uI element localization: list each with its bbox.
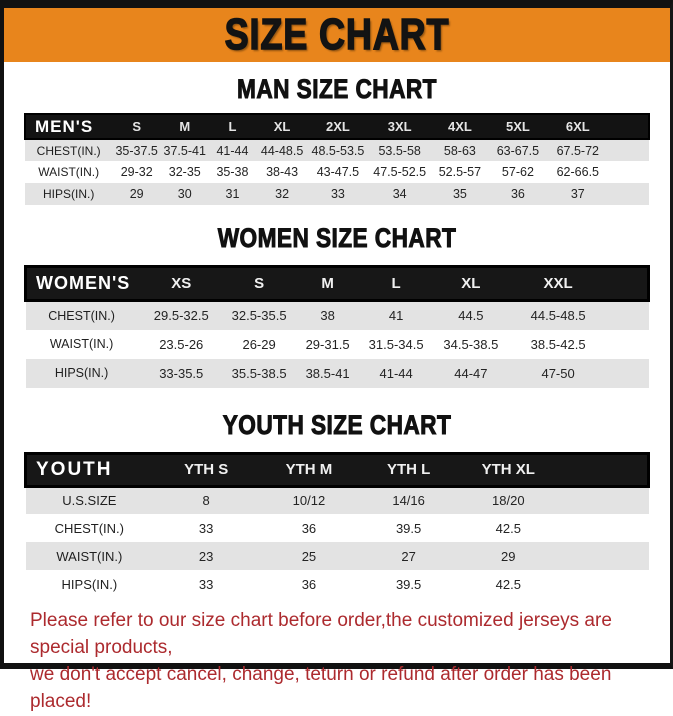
row-label: HIPS(IN.) <box>43 187 95 201</box>
order-policy-note <box>30 608 670 716</box>
table-row <box>25 183 649 205</box>
youth-size-table <box>24 452 650 599</box>
table-row <box>25 139 649 161</box>
size-value: 8 <box>202 493 210 509</box>
spacer-cell <box>558 453 648 486</box>
size-value: 35 <box>452 187 467 201</box>
size-value: 14/16 <box>392 493 425 509</box>
size-column-header: 2XL <box>325 119 350 134</box>
size-value: 34 <box>392 187 407 201</box>
row-label: WAIST(IN.) <box>56 548 123 564</box>
spacer-cell <box>558 542 648 570</box>
spacer-cell <box>608 114 649 139</box>
size-value: 47-50 <box>541 365 575 381</box>
size-value: 32 <box>275 187 290 201</box>
size-column-header: M <box>321 275 334 292</box>
size-column-header: YTH XL <box>481 461 535 478</box>
table-title-cell: YOUTH <box>36 458 113 480</box>
spacer-cell <box>608 161 649 183</box>
size-value: 43-47.5 <box>316 165 360 179</box>
order-policy-line-1: Please refer to our size chart before order,the customized jerseys are special products, <box>30 610 612 658</box>
spacer-cell <box>605 267 649 301</box>
size-column-header: 3XL <box>387 119 412 134</box>
table-header-row <box>26 267 649 301</box>
size-value: 53.5-58 <box>378 143 421 158</box>
page-title: SIZE CHART <box>224 10 450 59</box>
size-value: 10/12 <box>292 493 326 509</box>
size-value: 58-63 <box>443 143 476 158</box>
size-value: 31.5-34.5 <box>368 336 424 352</box>
size-value: 57-62 <box>501 165 534 179</box>
table-header-row <box>25 114 649 139</box>
table-row <box>26 570 649 598</box>
row-label: CHEST(IN.) <box>36 143 101 158</box>
spacer-cell <box>605 301 649 330</box>
size-value: 37 <box>570 187 585 201</box>
size-column-header: YTH L <box>386 461 431 478</box>
row-label: WAIST(IN.) <box>38 165 100 179</box>
size-value: 36 <box>301 520 317 536</box>
size-value: 32-35 <box>168 165 201 179</box>
table-title-cell: WOMEN'S <box>36 273 131 293</box>
size-value: 39.5 <box>395 520 422 536</box>
size-column-header: S <box>132 119 142 134</box>
size-value: 30 <box>177 187 192 201</box>
women-section-heading <box>4 223 670 254</box>
size-value: 41 <box>388 308 404 324</box>
size-value: 33 <box>198 520 214 536</box>
size-value: 23.5-26 <box>159 336 204 352</box>
size-value: 37.5-41 <box>163 143 206 158</box>
size-column-header: 5XL <box>505 119 530 134</box>
table-row <box>26 542 649 570</box>
size-value: 47.5-52.5 <box>373 165 427 179</box>
size-value: 35-37.5 <box>115 143 158 158</box>
size-value: 44.5 <box>458 308 484 324</box>
size-value: 23 <box>198 548 214 564</box>
size-value: 42.5 <box>495 520 521 536</box>
size-value: 36 <box>510 187 525 201</box>
row-label: U.S.SIZE <box>62 493 117 509</box>
youth-section-heading-text: YOUTH SIZE CHART <box>222 409 452 440</box>
row-label: WAIST(IN.) <box>49 337 114 351</box>
size-value: 38-43 <box>266 165 299 179</box>
order-policy-line-2: we don't accept cancel, change, teturn or refund after order has been placed! <box>30 663 612 712</box>
size-value: 44.5-48.5 <box>530 308 586 324</box>
spacer-cell <box>608 139 649 161</box>
table-header-row <box>26 453 649 486</box>
size-column-header: 4XL <box>447 119 472 134</box>
size-column-header: YTH S <box>184 461 229 478</box>
table-row <box>26 514 649 542</box>
row-label: CHEST(IN.) <box>54 520 125 536</box>
table-title-cell: MEN'S <box>35 116 94 136</box>
size-value: 29 <box>501 548 516 564</box>
size-column-header: XL <box>461 275 481 292</box>
size-value: 36 <box>301 576 317 592</box>
size-value: 35.5-38.5 <box>231 365 287 381</box>
size-column-header: 6XL <box>565 119 590 134</box>
size-value: 29-32 <box>120 165 153 179</box>
size-value: 34.5-38.5 <box>443 336 499 352</box>
title-banner <box>4 8 670 62</box>
size-column-header: XXL <box>543 275 573 292</box>
man-section-heading-text: MAN SIZE CHART <box>237 74 437 104</box>
table-row <box>26 330 649 359</box>
table-row <box>25 161 649 183</box>
row-label: CHEST(IN.) <box>48 308 115 323</box>
size-value: 41-44 <box>379 365 413 381</box>
size-column-header: M <box>179 119 191 134</box>
spacer-cell <box>605 330 649 359</box>
womens-size-table <box>24 265 650 388</box>
size-value: 44-48.5 <box>260 143 304 158</box>
spacer-cell <box>608 183 649 205</box>
size-value: 67.5-72 <box>556 143 599 158</box>
table-row <box>26 301 649 330</box>
women-section-heading-text: WOMEN SIZE CHART <box>217 223 457 253</box>
youth-section-heading <box>4 410 670 441</box>
size-value: 29-31.5 <box>305 336 350 352</box>
mens-size-table <box>24 113 650 205</box>
table-row <box>26 486 649 514</box>
size-column-header: XS <box>171 275 192 292</box>
size-value: 38 <box>320 308 335 324</box>
size-value: 41-44 <box>216 143 249 158</box>
size-value: 48.5-53.5 <box>311 143 365 158</box>
row-label: HIPS(IN.) <box>61 576 118 592</box>
size-value: 63-67.5 <box>496 143 540 158</box>
size-value: 27 <box>401 548 416 564</box>
size-value: 31 <box>225 187 240 201</box>
size-value: 52.5-57 <box>438 165 482 179</box>
size-value: 33 <box>330 187 345 201</box>
size-value: 29 <box>129 187 144 201</box>
size-value: 29.5-32.5 <box>153 308 209 324</box>
size-value: 35-38 <box>216 165 249 179</box>
spacer-cell <box>558 514 648 542</box>
size-value: 38.5-41 <box>305 365 350 381</box>
size-value: 18/20 <box>492 493 525 509</box>
size-value: 44-47 <box>454 365 488 381</box>
size-value: 62-66.5 <box>556 165 599 179</box>
size-value: 38.5-42.5 <box>530 336 586 352</box>
size-value: 25 <box>301 548 317 564</box>
size-column-header: S <box>254 275 265 292</box>
table-row <box>26 359 649 388</box>
size-column-header: L <box>228 119 237 134</box>
size-column-header: XL <box>273 119 291 134</box>
man-section-heading <box>4 74 670 105</box>
size-value: 42.5 <box>495 576 521 592</box>
size-column-header: L <box>391 275 401 292</box>
size-column-header: YTH M <box>285 461 333 478</box>
size-value: 33-35.5 <box>159 365 204 381</box>
spacer-cell <box>558 570 648 598</box>
size-value: 33 <box>198 576 214 592</box>
spacer-cell <box>605 359 649 388</box>
size-value: 39.5 <box>395 576 422 592</box>
size-value: 26-29 <box>242 336 276 352</box>
size-value: 32.5-35.5 <box>231 308 287 324</box>
spacer-cell <box>558 486 648 514</box>
row-label: HIPS(IN.) <box>54 366 109 380</box>
